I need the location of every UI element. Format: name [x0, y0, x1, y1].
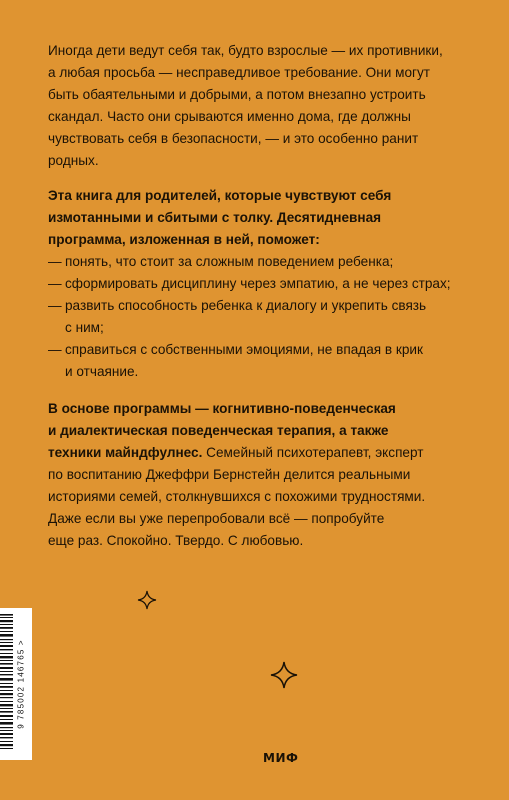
- intro-line: чувствовать себя в безопасности, — и это особенно ранит: [48, 131, 419, 146]
- basis-bold-fragment: техники майндфулнес.: [48, 445, 203, 460]
- basis-line: историями семей, столкнувшихся с похожими трудностями.: [48, 489, 426, 504]
- basis-bold-line: В основе программы — когнитивно-поведенческая: [48, 401, 396, 416]
- basis-paragraph: [48, 398, 488, 552]
- publisher-logo: [263, 750, 303, 766]
- list-item-line: — понять, что стоит за сложным поведением ребенка;: [65, 254, 394, 269]
- list-item: [48, 251, 488, 273]
- list-item-line: — сформировать дисциплину через эмпатию, а не через страх;: [65, 276, 451, 291]
- list-item: [48, 273, 488, 295]
- audience-heading-line: программа, изложенная в ней, поможет:: [48, 232, 320, 247]
- benefits-list: [48, 251, 488, 383]
- basis-bold-line: и диалектическая поведенческая терапия, а также: [48, 423, 389, 438]
- sparkle-icon: [270, 661, 298, 689]
- sparkle-icon: [137, 590, 157, 610]
- basis-line: по воспитанию Джеффри Бернстейн делится реальными: [48, 467, 411, 482]
- isbn-digits: 9 785002 146765 >: [16, 639, 26, 729]
- list-item: [48, 339, 488, 383]
- audience-section: [48, 185, 488, 383]
- list-item-line: — развить способность ребенка к диалогу и укрепить связь: [65, 298, 427, 313]
- barcode: [0, 608, 32, 760]
- basis-line: еще раз. Спокойно. Твердо. С любовью.: [48, 533, 304, 548]
- intro-line: скандал. Часто они срываются именно дома, где должны: [48, 109, 411, 124]
- basis-line: Даже если вы уже перепробовали всё — попробуйте: [48, 511, 385, 526]
- publisher-logo-text: МИФ: [263, 751, 299, 765]
- list-item-line: с ним;: [65, 320, 104, 335]
- list-item-line: и отчаяние.: [65, 364, 139, 379]
- basis-text-fragment: Семейный психотерапевт, эксперт: [202, 445, 424, 460]
- list-item: [48, 295, 488, 339]
- intro-line: быть обаятельными и добрыми, а потом внезапно устроить: [48, 87, 426, 102]
- list-item-line: — справиться с собственными эмоциями, не впадая в крик: [65, 342, 423, 357]
- intro-paragraph: [48, 40, 488, 172]
- intro-line: а любая просьба — несправедливое требование. Они могут: [48, 65, 430, 80]
- audience-heading-line: измотанными и сбитыми с толку. Десятидневная: [48, 210, 382, 225]
- intro-line: родных.: [48, 153, 99, 168]
- basis-mixed-line: [48, 442, 488, 464]
- audience-heading-line: Эта книга для родителей, которые чувствуют себя: [48, 188, 392, 203]
- intro-line: Иногда дети ведут себя так, будто взрослые — их противники,: [48, 43, 443, 58]
